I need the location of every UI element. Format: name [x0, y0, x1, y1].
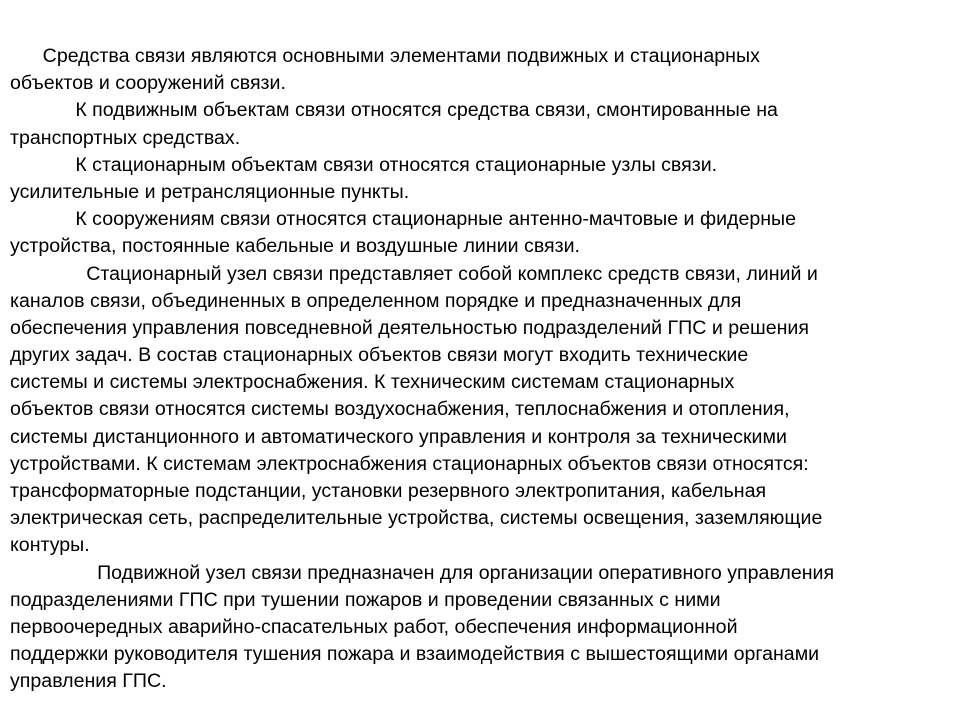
text-line: объектов связи относятся системы воздухоснабжения, теплоснабжения и отопления, [10, 398, 790, 421]
text-line: электрическая сеть, распределительные устройства, системы освещения, заземляющие [10, 507, 823, 530]
text-line: обеспечения управления повседневной деятельностью подразделений ГПС и решения [10, 316, 809, 339]
text-line: управления ГПС. [10, 670, 167, 693]
text-line: транспортных средствах. [10, 126, 241, 149]
text-line: первоочередных аварийно-спасательных работ, обеспечения информационной [10, 615, 738, 638]
text-line: системы и системы электроснабжения. К техническим системам стационарных [10, 371, 735, 394]
text-line: Средства связи являются основными элементами подвижных и стационарных [10, 45, 760, 67]
text-line: объектов и сооружений связи. [10, 72, 286, 95]
text-line: устройства, постоянные кабельные и воздушные линии связи. [10, 235, 580, 258]
text-line: усилительные и ретрансляционные пункты. [10, 180, 410, 203]
text-line: К подвижным объектам связи относятся средства связи, смонтированные на [10, 99, 778, 122]
text-line: Подвижной узел связи предназначен для организации оперативного управления [10, 561, 835, 584]
text-line: трансформаторные подстанции, установки резервного электропитания, кабельная [10, 480, 767, 502]
text-line: устройствами. К системам электроснабжения стационарных объектов связи относятся: [10, 452, 809, 475]
text-line: подразделениями ГПС при тушении пожаров и проведении связанных с ними [10, 588, 721, 611]
body-text [10, 43, 955, 696]
text-line: других задач. В состав стационарных объектов связи могут входить технические [10, 344, 749, 367]
text-line: К сооружениям связи относятся стационарные антенно-мачтовые и фидерные [10, 208, 797, 231]
text-line: Стационарный узел связи представляет собой комплекс средств связи, линий и [10, 262, 818, 285]
text-line: системы дистанционного и автоматического управления и контроля за техническими [10, 425, 787, 448]
text-line: К стационарным объектам связи относятся стационарные узлы связи. [10, 153, 718, 176]
text-line: поддержки руководителя тушения пожара и взаимодействия с вышестоящими органами [10, 643, 820, 666]
text-line: каналов связи, объединенных в определенном порядке и предназначенных для [10, 289, 742, 312]
text-line: контуры. [10, 534, 90, 557]
